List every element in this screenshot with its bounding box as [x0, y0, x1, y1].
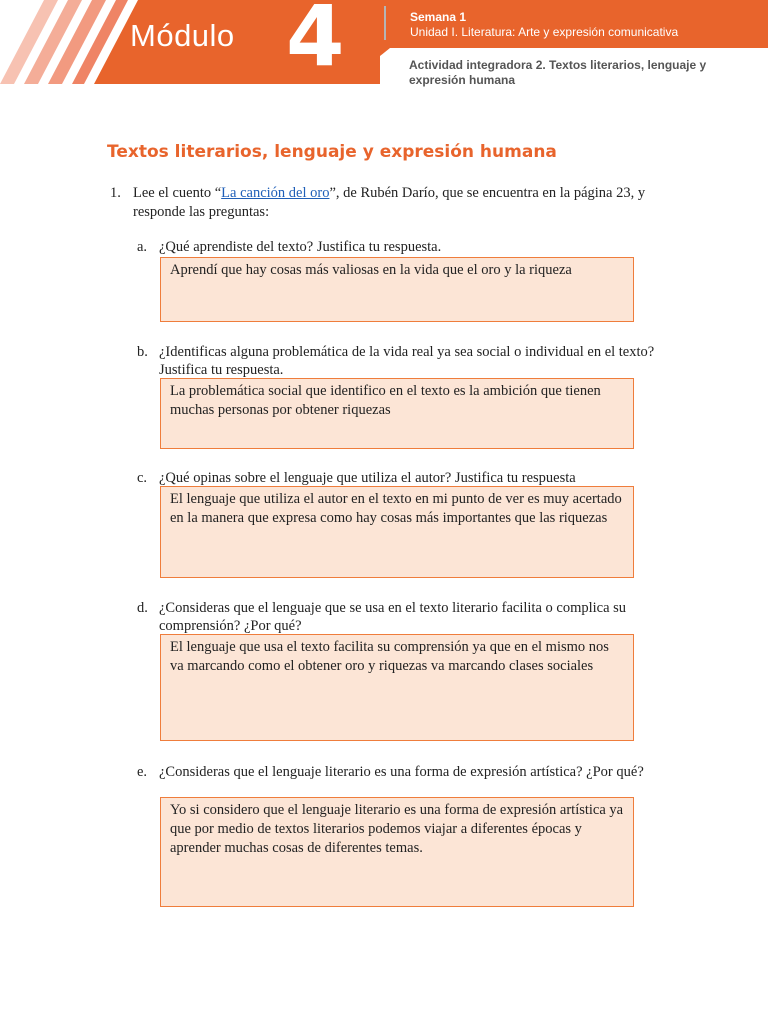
module-number: 4: [286, 0, 345, 85]
answer-box-a[interactable]: Aprendí que hay cosas más valiosas en la vida que el oro y la riqueza: [160, 257, 634, 322]
sub-question-text: ¿Consideras que el lenguaje que se usa en el texto literario facilita o complica su comprensión? ¿Por qué?: [159, 600, 627, 634]
sub-question-a: [137, 238, 667, 256]
page-title: Textos literarios, lenguaje y expresión humana: [107, 142, 557, 162]
sub-question-text: ¿Consideras que el lenguaje literario es una forma de expresión artística? ¿Por qué?: [159, 764, 644, 780]
sub-question-letter: b.: [137, 344, 148, 360]
question-number: 1.: [110, 185, 121, 201]
module-banner: [0, 0, 768, 90]
sub-question-c: [137, 469, 667, 487]
sub-question-text: ¿Identificas alguna problemática de la vida real ya sea social o individual en el texto? Justifica tu respuesta.: [159, 344, 655, 378]
answer-box-b[interactable]: La problemática social que identifico en el texto es la ambición que tienen muchas personas por obtener riquezas: [160, 378, 634, 449]
question-text-after: ”, de Rubén Darío, que se encuentra en la página 23, y responde las preguntas:: [133, 185, 646, 220]
story-link[interactable]: La canción del oro: [221, 185, 330, 201]
sub-question-b: [137, 343, 667, 379]
sub-question-d: [137, 599, 667, 635]
answer-box-e[interactable]: Yo si considero que el lenguaje literario es una forma de expresión artística ya que por medio de textos literarios podemos viajar a diferentes épocas y aprender muchas cosas de diferentes temas.: [160, 797, 634, 907]
activity-title: Actividad integradora 2. Textos literarios, lenguaje y expresión humana: [409, 58, 707, 87]
answer-box-d[interactable]: El lenguaje que usa el texto facilita su comprensión ya que en el mismo nos va marcando como el obtener oro y riquezas va marcando clases sociales: [160, 634, 634, 741]
answer-box-c[interactable]: El lenguaje que utiliza el autor en el texto en mi punto de ver es muy acertado en la manera que expresa como hay cosas más importantes que las riquezas: [160, 486, 634, 578]
sub-question-letter: d.: [137, 600, 148, 616]
module-label: Módulo: [130, 18, 235, 53]
question-text: [133, 184, 670, 222]
sub-question-letter: c.: [137, 470, 148, 486]
question-text-before: Lee el cuento “: [133, 185, 222, 201]
sub-question-text: ¿Qué aprendiste del texto? Justifica tu respuesta.: [159, 239, 442, 255]
sub-question-text: ¿Qué opinas sobre el lenguaje que utiliza el autor? Justifica tu respuesta: [159, 470, 576, 486]
header-divider: [384, 6, 386, 40]
sub-question-e: [137, 763, 667, 781]
sub-question-letter: a.: [137, 239, 148, 255]
sub-question-letter: e.: [137, 764, 148, 780]
unit-label: Unidad I. Literatura: Arte y expresión comunicativa: [410, 25, 679, 39]
question-1: [110, 184, 670, 222]
week-label: Semana 1: [410, 10, 467, 24]
